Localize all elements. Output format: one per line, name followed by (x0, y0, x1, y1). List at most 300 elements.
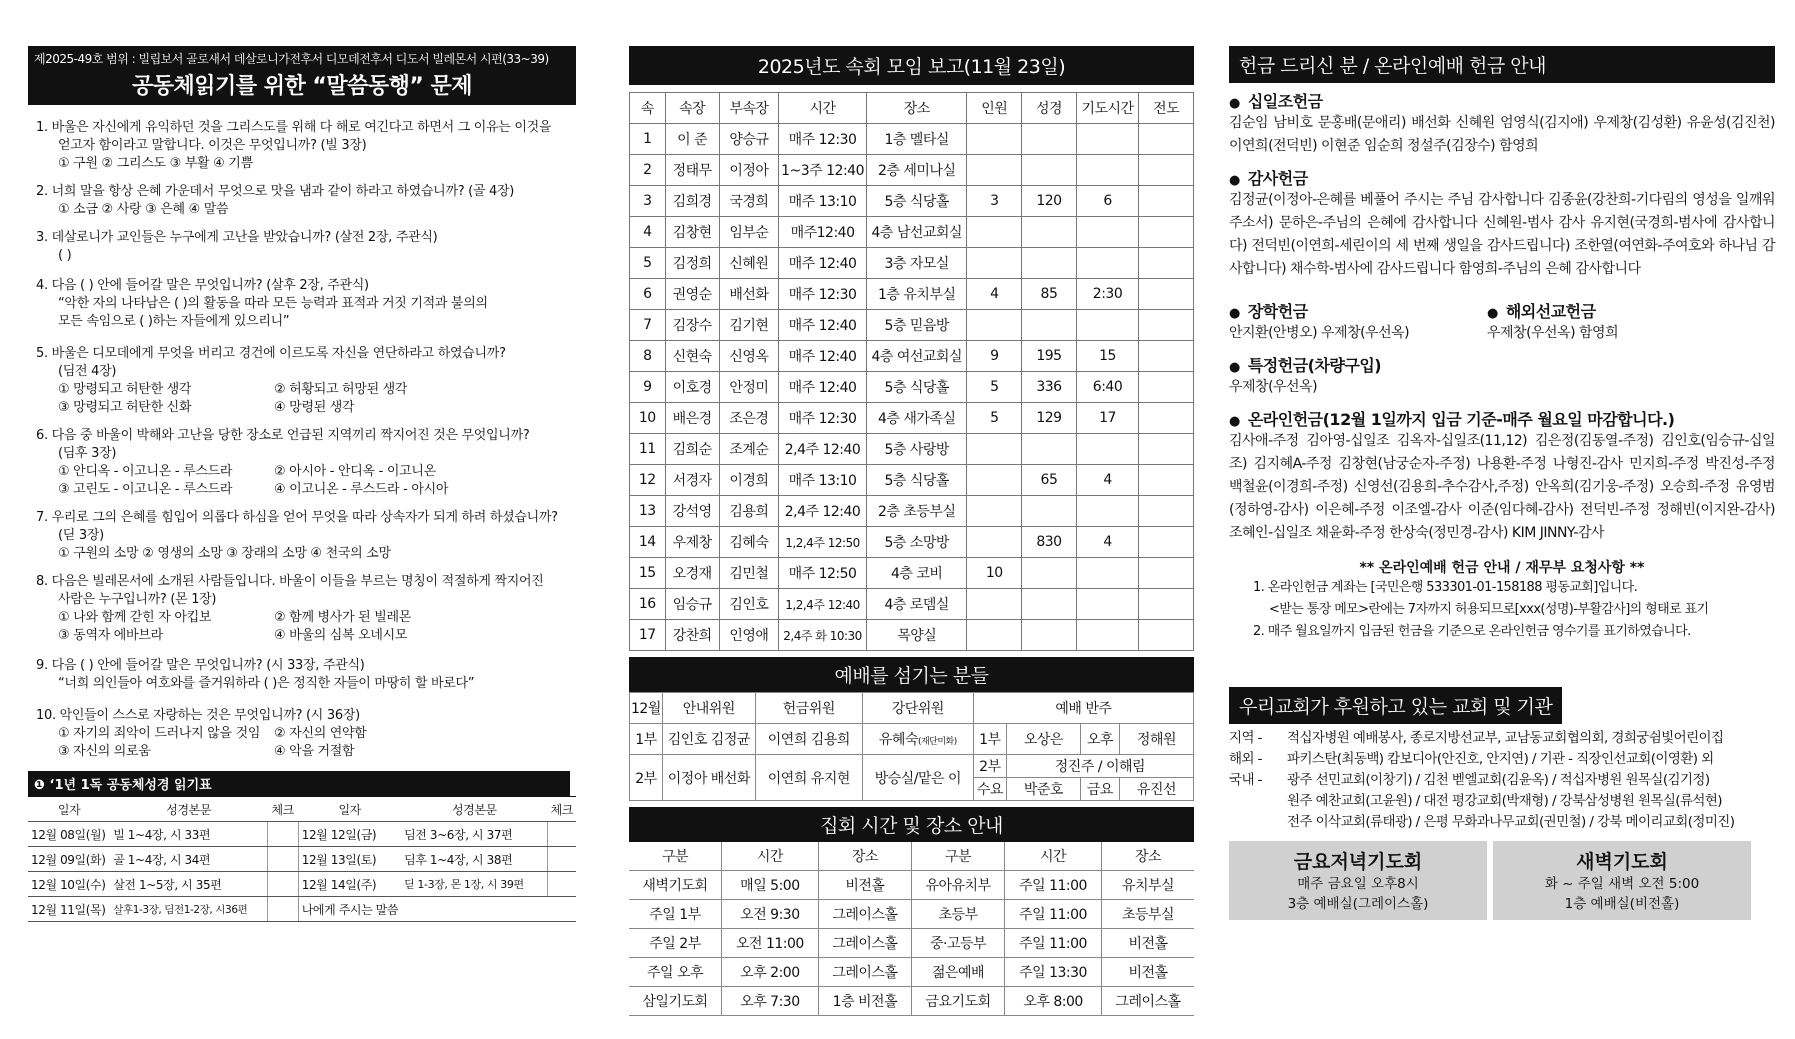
meeting-name: 중·고등부 (911, 929, 1004, 958)
cell-evangelism (1139, 372, 1194, 403)
notice-memo: <받는 통장 메모>란에는 7자까지 허용되므로[xxx(성명)-부활감사]의 형태로 표기 (1269, 602, 1709, 617)
question-item (36, 509, 576, 563)
cell-evangelism (1139, 248, 1194, 279)
cell-time: 1~3주 12:40 (779, 155, 867, 186)
meeting-name: 젊은예배 (911, 958, 1004, 987)
friday-prayer-box (1229, 841, 1487, 920)
check-cell (267, 847, 298, 872)
accomp-fri-label: 금요 (1080, 778, 1119, 801)
cell-prayer: 2:30 (1076, 279, 1138, 310)
bible-table-row (28, 872, 576, 897)
cell-table-row (630, 155, 1194, 186)
meeting-name: 주일 2부 (629, 929, 721, 958)
cell-bible (1022, 589, 1077, 620)
schedule-header: 구분 (629, 842, 721, 871)
question-stem: 7. 우리로 그의 은혜를 힘입어 의롭다 하심을 얻어 무엇을 따라 상속자가 되게 하려 하셨습니까? (36, 510, 558, 525)
cell-leader: 김장수 (665, 310, 719, 341)
meeting-name: 주일 1부 (629, 900, 721, 929)
question-stem: 4. 다음 ( ) 안에 들어갈 말은 무엇입니까? (살후 2장, 주관식) (36, 278, 369, 293)
schedule-row (629, 900, 1194, 929)
answer-option: ① 나와 함께 갇힌 자 아킵보 (58, 610, 212, 625)
meeting-time: 주일 11:00 (1005, 871, 1102, 900)
meeting-place: 비전홀 (1101, 958, 1194, 987)
cell-time: 2,4주 화 10:30 (779, 620, 867, 651)
dawn-prayer-box (1493, 841, 1751, 920)
scholarship-heading: ● 장학헌금 (1229, 299, 1487, 322)
question-continuation: “너희 의인들아 여호와를 즐거워하라 ( )은 정직한 자들이 마땅히 할 바로다” (58, 676, 475, 691)
bible-passage: 살전 1~5장, 시 35편 (110, 872, 267, 897)
cell-table-row (630, 341, 1194, 372)
prayer-boxes (1229, 841, 1775, 920)
cell-evangelism (1139, 496, 1194, 527)
cell-number: 9 (630, 372, 666, 403)
mission-heading: ● 해외선교헌금 (1487, 299, 1775, 322)
cell-attendance (967, 434, 1022, 465)
cell-table-header: 기도시간 (1076, 93, 1138, 124)
check-cell (548, 847, 576, 872)
cell-attendance (967, 124, 1022, 155)
meeting-place: 비전홀 (1101, 929, 1194, 958)
cell-leader: 서경자 (665, 465, 719, 496)
schedule-table (629, 842, 1194, 1016)
support-row (1229, 749, 1775, 770)
support-row (1229, 770, 1775, 791)
cell-prayer (1076, 558, 1138, 589)
cell-time: 매주 13:10 (779, 186, 867, 217)
cell-prayer (1076, 589, 1138, 620)
question-continuation: 얻고자 함이라고 말합니다. 이것은 무엇입니까? (빌 3장) (58, 138, 367, 153)
bible-passage: 골 1~4장, 시 34편 (110, 847, 267, 872)
cell-leader: 김정희 (665, 248, 719, 279)
cell-report-table (629, 92, 1194, 651)
cell-prayer (1076, 310, 1138, 341)
cell-place: 4층 새가족실 (866, 403, 967, 434)
check-cell (267, 897, 298, 922)
cell-place: 2층 세미나실 (866, 155, 967, 186)
cell-number: 17 (630, 620, 666, 651)
my-word-label: 나에게 주시는 말씀 (298, 897, 401, 922)
answer-option: ② 자신의 연약함 (274, 726, 367, 741)
check-cell (548, 872, 576, 897)
question-stem: 3. 데살로니가 교인들은 누구에게 고난을 받았습니까? (살전 2장, 주관식) (36, 230, 438, 245)
cell-number: 10 (630, 403, 666, 434)
question-item (36, 427, 576, 499)
cell-bible: 830 (1022, 527, 1077, 558)
schedule-title: 집회 시간 및 장소 안내 (629, 807, 1194, 842)
cell-evangelism (1139, 465, 1194, 496)
cell-time: 매주 12:40 (779, 341, 867, 372)
cell-time: 매주 12:40 (779, 248, 867, 279)
cell-attendance: 9 (967, 341, 1022, 372)
bible-table-header: 체크 (548, 797, 576, 822)
schedule-header: 시간 (721, 842, 818, 871)
cell-time: 매주12:40 (779, 217, 867, 248)
cell-place: 4층 로뎀실 (866, 589, 967, 620)
cell-number: 14 (630, 527, 666, 558)
cell-attendance: 4 (967, 279, 1022, 310)
answer-option: ① 안디옥 - 이고니온 - 루스드라 (58, 464, 233, 479)
bible-date: 12월 13일(토) (298, 847, 401, 872)
meeting-time: 주일 11:00 (1005, 900, 1102, 929)
bible-date: 12월 12일(금) (298, 822, 401, 847)
meeting-time: 오전 11:00 (721, 929, 818, 958)
cell-subleader: 이정아 (719, 155, 778, 186)
question-continuation: (딛 3장) (58, 528, 104, 543)
bible-date: 12월 14일(주) (298, 872, 401, 897)
meeting-place: 초등부실 (1101, 900, 1194, 929)
friday-prayer-time: 매주 금요일 오후8시 (1297, 876, 1419, 892)
answer-option: ③ 동역자 에바브라 (58, 628, 163, 643)
schedule-header: 장소 (818, 842, 911, 871)
dawn-prayer-title: 새벽기도회 (1576, 851, 1668, 873)
answer-options: 모든 속임으로 ( )하는 자들에게 있으리니” (58, 314, 290, 329)
service-1-offering: 이연희 김용희 (755, 724, 862, 755)
cell-prayer (1076, 248, 1138, 279)
cell-subleader: 이경희 (719, 465, 778, 496)
thanks-heading: ● 감사헌금 (1229, 166, 1775, 189)
meeting-place: 1층 비전홀 (818, 987, 911, 1016)
service-2-pulpit: 방승실/맡은 이 (862, 755, 973, 801)
meeting-time: 오후 7:30 (721, 987, 818, 1016)
notice-body (1229, 577, 1775, 643)
tithe-list: 김순임 남비호 문홍배(문애리) 배선화 신혜원 엄영식(김지애) 우제창(김성환) 유윤성(김진천) 이연희(전덕빈) 이현준 임순희 정설주(김장수) 함영희 (1229, 115, 1775, 154)
cell-subleader: 조계순 (719, 434, 778, 465)
cell-bible (1022, 248, 1077, 279)
notice-account: 1. 온라인헌금 계좌는 [국민은행 533301-01-158188 평동교회]입니다. (1253, 580, 1638, 595)
cell-bible: 85 (1022, 279, 1077, 310)
cell-place: 5층 식당홀 (866, 372, 967, 403)
answer-option: ② 허황되고 허망된 생각 (274, 382, 408, 397)
schedule-row (629, 987, 1194, 1016)
cell-time: 2,4주 12:40 (779, 434, 867, 465)
answer-option: ③ 고린도 - 이고니온 - 루스드라 (58, 482, 233, 497)
cell-prayer (1076, 217, 1138, 248)
cell-table-header: 전도 (1139, 93, 1194, 124)
answer-option: ④ 이고니온 - 루스드라 - 아시아 (274, 482, 449, 497)
offering-title: 헌금 드리신 분 / 온라인예배 헌금 안내 (1229, 46, 1775, 83)
question-continuation: “악한 자의 나타남은 ( )의 활동을 따라 모든 능력과 표적과 거짓 기적과 불의의 (58, 296, 488, 311)
meeting-name: 삼일기도회 (629, 987, 721, 1016)
cell-table-row (630, 248, 1194, 279)
answer-option: ③ 망령되고 허탄한 신화 (58, 400, 192, 415)
meeting-place: 그레이스홀 (818, 958, 911, 987)
support-entries: 적십자병원 예배봉사, 종로지방선교부, 교남동교회협의회, 경희궁쉼빛어린이집 (1287, 730, 1724, 746)
dawn-prayer-place: 1층 예배실(비전홀) (1564, 896, 1680, 912)
meeting-time: 주일 13:30 (1005, 958, 1102, 987)
friday-prayer-place: 3층 예배실(그레이스홀) (1287, 896, 1429, 912)
cell-time: 매주 12:40 (779, 372, 867, 403)
cell-subleader: 김인호 (719, 589, 778, 620)
cell-table-row (630, 496, 1194, 527)
cell-prayer (1076, 124, 1138, 155)
cell-evangelism (1139, 558, 1194, 589)
cell-evangelism (1139, 186, 1194, 217)
bible-passage: 빌 1~4장, 시 33편 (110, 822, 267, 847)
quiz-header (28, 46, 576, 105)
cell-place: 5층 식당홀 (866, 186, 967, 217)
cell-subleader: 양승규 (719, 124, 778, 155)
cell-attendance (967, 248, 1022, 279)
cell-table-row (630, 124, 1194, 155)
answer-option: ① 자기의 죄악이 드러나지 않을 것임 (58, 726, 261, 741)
cell-number: 11 (630, 434, 666, 465)
accomp-2bu-names: 정진주 / 이해림 (1006, 755, 1193, 778)
cell-subleader: 인영애 (719, 620, 778, 651)
answer-options: ① 구원 ② 그리스도 ③ 부활 ④ 기쁨 (58, 156, 253, 171)
support-entries: 광주 선민교회(이창기) / 김천 벧엘교회(김윤옥) / 적십자병원 원목실(김기정) (1287, 772, 1710, 788)
question-item (36, 345, 576, 417)
service-1-pulpit (862, 724, 973, 755)
issue-range: 제2025-49호 범위 : 빌립보서 골로새서 데살로니가전후서 디모데전후서 디도서 빌레몬서 시편(33~39) (34, 52, 549, 66)
meeting-name: 금요기도회 (911, 987, 1004, 1016)
cell-table-row (630, 620, 1194, 651)
meeting-time: 오후 8:00 (1005, 987, 1102, 1016)
cell-table-row (630, 217, 1194, 248)
answer-option: ④ 망령된 생각 (274, 400, 355, 415)
answer-options: ① 구원의 소망 ② 영생의 소망 ③ 장래의 소망 ④ 천국의 소망 (58, 546, 391, 561)
cell-table-header: 성경 (1022, 93, 1077, 124)
accomp-pm-name: 정해원 (1119, 724, 1193, 755)
cell-prayer (1076, 434, 1138, 465)
bible-passage: 딤후 1~4장, 시 38편 (401, 847, 548, 872)
question-item (36, 119, 576, 173)
support-list (1229, 728, 1775, 833)
notice-title: ** 온라인예배 헌금 안내 / 재무부 요청사항 ** (1359, 560, 1645, 576)
cell-report-title: 2025년도 속회 모임 보고(11월 23일) (629, 46, 1194, 85)
meeting-place: 비전홀 (818, 871, 911, 900)
cell-number: 16 (630, 589, 666, 620)
cell-table-header: 속 (630, 93, 666, 124)
cell-number: 8 (630, 341, 666, 372)
tithe-heading: ● 십일조헌금 (1229, 89, 1775, 112)
meeting-place: 그레이스홀 (818, 929, 911, 958)
dawn-prayer-time: 화 ~ 주일 새벽 오전 5:00 (1544, 876, 1700, 892)
answer-option-row (36, 399, 576, 417)
cell-place: 4층 남선교회실 (866, 217, 967, 248)
support-entries: 전주 이삭교회(류태광) / 은평 무화과나무교회(권민철) / 강북 메이리교회(정미진) (1287, 814, 1735, 830)
cell-number: 6 (630, 279, 666, 310)
cell-evangelism (1139, 620, 1194, 651)
cell-place: 5층 사랑방 (866, 434, 967, 465)
cell-attendance: 5 (967, 403, 1022, 434)
cell-bible: 195 (1022, 341, 1077, 372)
cell-prayer: 15 (1076, 341, 1138, 372)
meeting-place: 유치부실 (1101, 871, 1194, 900)
notice-receipt: 2. 매주 월요일까지 입금된 헌금을 기준으로 온라인헌금 영수기를 표기하였습니다. (1253, 624, 1691, 639)
cell-bible (1022, 558, 1077, 589)
special-list: 우제창(우선옥) (1229, 379, 1318, 395)
cell-bible: 65 (1022, 465, 1077, 496)
cell-time: 1,2,4주 12:40 (779, 589, 867, 620)
cell-subleader: 신혜원 (719, 248, 778, 279)
my-word-space (401, 897, 576, 922)
service-1-guides: 김인호 김정균 (662, 724, 755, 755)
cell-bible (1022, 217, 1077, 248)
bible-passage: 살후1-3장, 딤전1-2장, 시36편 (110, 897, 267, 922)
cell-evangelism (1139, 217, 1194, 248)
meeting-time: 매일 5:00 (721, 871, 818, 900)
support-row (1229, 728, 1775, 749)
cell-table-header: 인원 (967, 93, 1022, 124)
answer-option-row (36, 381, 576, 399)
cell-attendance: 10 (967, 558, 1022, 589)
pulpit-note: (재단미화) (917, 737, 957, 747)
online-heading: ● 온라인헌금(12월 1일까지 입금 기준-매주 월요일 마감합니다.) (1229, 407, 1775, 430)
cell-prayer: 4 (1076, 527, 1138, 558)
cell-number: 13 (630, 496, 666, 527)
bible-date: 12월 09일(화) (28, 847, 110, 872)
cell-number: 3 (630, 186, 666, 217)
cell-evangelism (1139, 124, 1194, 155)
bible-table-row (28, 847, 576, 872)
cell-evangelism (1139, 155, 1194, 186)
cell-place: 5층 믿음방 (866, 310, 967, 341)
bible-passage: 딤전 3~6장, 시 37편 (401, 822, 548, 847)
cell-evangelism (1139, 527, 1194, 558)
cell-table-row (630, 372, 1194, 403)
cell-place: 1층 유치부실 (866, 279, 967, 310)
support-category (1229, 791, 1287, 812)
thanks-list: 김정균(이정아-은혜를 베풀어 주시는 주님 감사합니다 김종윤(강찬희-기다림의 영성을 일깨워 주소서) 문하은-주님의 은혜에 감사합니다 신혜원-범사 감사 유지현(국경희-범사에 감사합니다) 전덕빈(이연희-세린이의 세 번째 생일을 감사드립니다) 조한열(여연화-주여호와 하나님 감사합니다) 채수학-범사에 감사드립니다 함영희-주님의 은혜 감사합니다 (1229, 192, 1775, 277)
check-cell (267, 822, 298, 847)
cell-table-header: 시간 (779, 93, 867, 124)
bible-table-header: 성경본문 (401, 797, 548, 822)
bible-table-header: 일자 (298, 797, 401, 822)
meeting-time: 오후 2:00 (721, 958, 818, 987)
scholar-mission-row (1229, 291, 1775, 345)
question-stem: 6. 다음 중 바울이 박해와 고난을 당한 장소로 언급된 지역끼리 짝지어진 것은 무엇입니까? (36, 428, 530, 443)
cell-time: 매주 12:30 (779, 279, 867, 310)
bible-date: 12월 10일(수) (28, 872, 110, 897)
cell-table-row (630, 310, 1194, 341)
support-category (1229, 812, 1287, 833)
accomp-1bu-name: 오상은 (1006, 724, 1080, 755)
accomp-2bu-label: 2부 (973, 755, 1006, 778)
check-cell (267, 872, 298, 897)
question-item (36, 707, 576, 761)
cell-evangelism (1139, 310, 1194, 341)
cell-leader: 이 준 (665, 124, 719, 155)
cell-subleader: 안정미 (719, 372, 778, 403)
cell-number: 15 (630, 558, 666, 589)
question-item (36, 573, 576, 645)
cell-leader: 김희경 (665, 186, 719, 217)
cell-table-header: 장소 (866, 93, 967, 124)
support-row (1229, 812, 1775, 833)
cell-prayer (1076, 496, 1138, 527)
cell-prayer: 6 (1076, 186, 1138, 217)
cell-time: 매주 12:40 (779, 310, 867, 341)
cell-attendance (967, 217, 1022, 248)
cell-number: 4 (630, 217, 666, 248)
scholarship-list: 안지환(안병오) 우제창(우선옥) (1229, 325, 1410, 341)
service-2-offering: 이연희 유지현 (755, 755, 862, 801)
worship-servers-table (629, 692, 1194, 801)
cell-place: 4층 코비 (866, 558, 967, 589)
question-stem: 5. 바울은 디모데에게 무엇을 버리고 경건에 이르도록 자신을 연단하라고 하였습니까? (36, 346, 506, 361)
question-list (28, 119, 576, 761)
bible-date: 12월 11일(목) (28, 897, 110, 922)
question-stem: 2. 너희 말을 항상 은혜 가운데서 무엇으로 맛을 냄과 같이 하라고 하였습니까? (골 4장) (36, 184, 514, 199)
support-title: 우리교회가 후원하고 있는 교회 및 기관 (1229, 687, 1562, 724)
cell-table-row (630, 558, 1194, 589)
schedule-row (629, 871, 1194, 900)
cell-bible (1022, 620, 1077, 651)
question-item (36, 229, 576, 265)
offering-header: 헌금위원 (755, 693, 862, 724)
cell-place: 5층 식당홀 (866, 465, 967, 496)
cell-time: 매주 12:30 (779, 124, 867, 155)
cell-prayer: 17 (1076, 403, 1138, 434)
bible-table-header: 체크 (267, 797, 298, 822)
answer-option-row (36, 743, 576, 761)
special-heading: ● 특정헌금(차량구입) (1229, 353, 1775, 376)
cell-leader: 배은경 (665, 403, 719, 434)
bible-table-header: 성경본문 (110, 797, 267, 822)
cell-leader: 오경재 (665, 558, 719, 589)
answer-option-row (36, 481, 576, 499)
bible-date: 12월 08일(월) (28, 822, 110, 847)
cell-place: 1층 멜타실 (866, 124, 967, 155)
cell-leader: 강석영 (665, 496, 719, 527)
bible-table-row (28, 897, 576, 922)
service-1-label: 1부 (630, 724, 663, 755)
pulpit-name: 유혜숙 (878, 732, 918, 748)
accompany-header: 예배 반주 (973, 693, 1193, 724)
friday-prayer-title: 금요저녁기도회 (1293, 851, 1423, 873)
cell-bible: 129 (1022, 403, 1077, 434)
cell-subleader: 김용희 (719, 496, 778, 527)
cell-number: 1 (630, 124, 666, 155)
question-item (36, 657, 576, 693)
cell-table-row (630, 434, 1194, 465)
cell-subleader: 신영옥 (719, 341, 778, 372)
answer-options: ( ) (58, 248, 72, 263)
question-continuation: (딤후 3장) (58, 446, 117, 461)
answer-option-row (36, 463, 576, 481)
cell-time: 1,2,4주 12:50 (779, 527, 867, 558)
support-category: 국내 - (1229, 772, 1262, 788)
cell-table-row (630, 465, 1194, 496)
support-row (1229, 791, 1775, 812)
cell-subleader: 배선화 (719, 279, 778, 310)
service-2-guides: 이정아 배선화 (662, 755, 755, 801)
check-cell (548, 822, 576, 847)
cell-attendance: 5 (967, 372, 1022, 403)
cell-place: 2층 초등부실 (866, 496, 967, 527)
cell-subleader: 김기현 (719, 310, 778, 341)
cell-evangelism (1139, 279, 1194, 310)
question-stem: 9. 다음 ( ) 안에 들어갈 말은 무엇입니까? (시 33장, 주관식) (36, 658, 365, 673)
question-stem: 1. 바울은 자신에게 유익하던 것을 그리스도를 위해 다 해로 여긴다고 하면서 그 이유는 이것을 (36, 120, 552, 135)
question-continuation: (딤전 4장) (58, 364, 117, 379)
accomp-fri-name: 유진선 (1119, 778, 1193, 801)
meeting-name: 초등부 (911, 900, 1004, 929)
cell-prayer: 4 (1076, 465, 1138, 496)
accomp-1bu-label: 1부 (973, 724, 1006, 755)
meeting-time: 주일 11:00 (1005, 929, 1102, 958)
cell-bible (1022, 155, 1077, 186)
question-continuation: 사람은 누구입니까? (몬 1장) (58, 592, 217, 607)
cell-table-row (630, 279, 1194, 310)
cell-leader: 신현숙 (665, 341, 719, 372)
answer-option-row (36, 627, 576, 645)
cell-place: 목양실 (866, 620, 967, 651)
cell-leader: 김창현 (665, 217, 719, 248)
cell-bible (1022, 124, 1077, 155)
schedule-header: 구분 (911, 842, 1004, 871)
cell-attendance (967, 465, 1022, 496)
